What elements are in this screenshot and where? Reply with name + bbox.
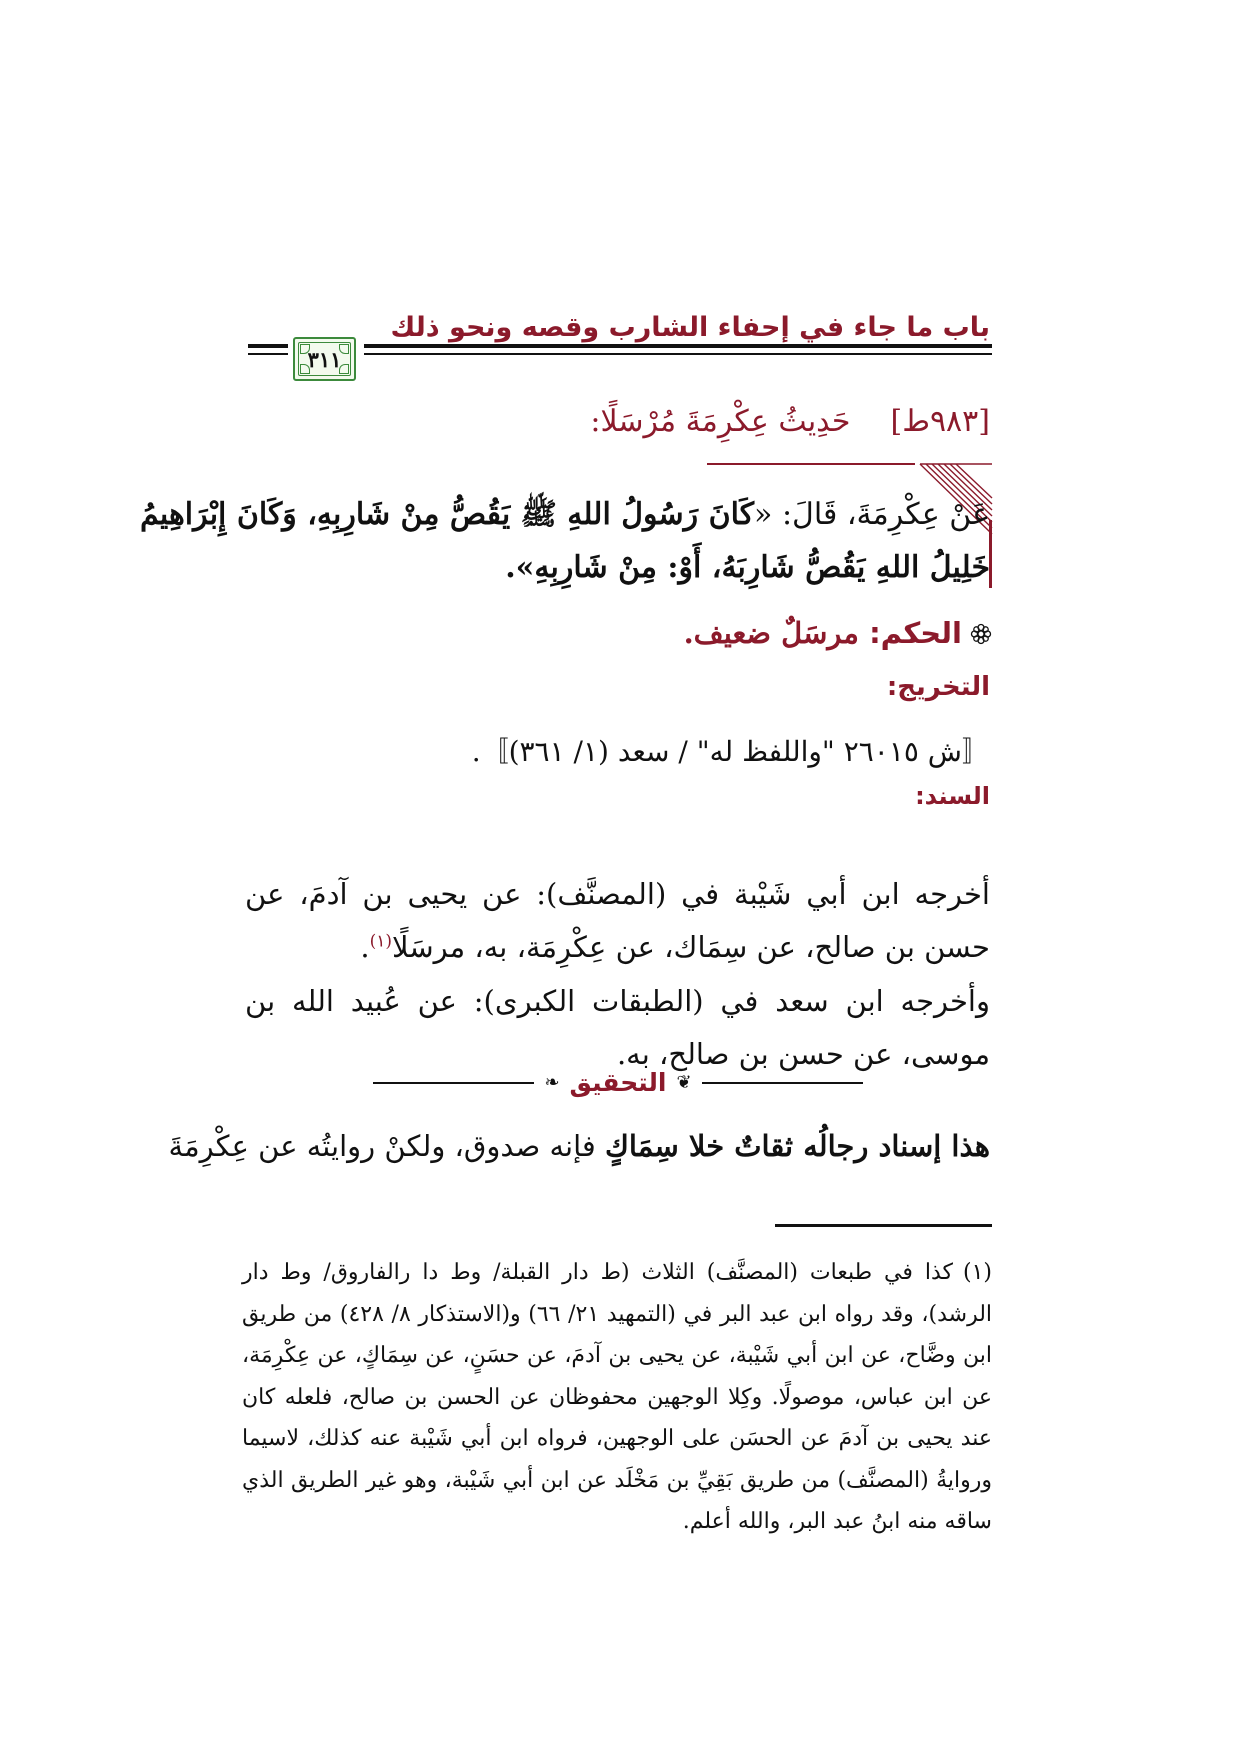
hadith-line-1 bbox=[140, 488, 990, 541]
footnote-number: (١) bbox=[962, 1260, 992, 1285]
divider-flourish-icon: ❧ bbox=[544, 1072, 560, 1093]
footnote bbox=[242, 1252, 992, 1543]
ruling-label: الحكم: bbox=[869, 616, 962, 650]
sanad-p1-text: أخرجه ابن أبي شَيْبة في (المصنَّف): عن يحيى بن آدمَ، عن حسن بن صالح، عن سِمَاك، عن عِكْرِمَة، به، مرسَلًا bbox=[245, 877, 990, 964]
tahqiq-title: التحقيق bbox=[569, 1068, 667, 1097]
header-rule-thick-left bbox=[248, 344, 288, 348]
header-rule-thin-right bbox=[364, 353, 992, 355]
divider-flourish-icon: ❦ bbox=[676, 1072, 692, 1093]
sanad-paragraph-2: وأخرجه ابن سعد في (الطبقات الكبرى): عن عُبيد الله بن موسى، عن حسن بن صالح، به. bbox=[245, 984, 990, 1071]
flower-ornament-icon bbox=[970, 623, 992, 645]
header-rule-thin-left bbox=[248, 353, 288, 355]
hadith-line-2: خَلِيلُ اللهِ يَقُصُّ شَارِبَهُ، أَوْ: مِنْ شَارِبِهِ». bbox=[505, 550, 990, 585]
divider-line-right bbox=[702, 1082, 863, 1084]
ruling-value: مرسَلٌ ضعيف. bbox=[683, 616, 859, 650]
tahqiq-text bbox=[169, 1120, 990, 1173]
sanad-label: السند: bbox=[915, 782, 990, 810]
tahqiq-rest: فإنه صدوق، ولكنْ روايتُه عن عِكْرِمَةَ bbox=[168, 1129, 606, 1163]
sanad-paragraph-1 bbox=[245, 868, 990, 974]
running-title: باب ما جاء في إحفاء الشارب وقصه ونحو ذلك bbox=[390, 312, 990, 343]
hadith-number: [٩٨٣ط] bbox=[890, 404, 990, 439]
takhrij-label: التخريج: bbox=[886, 672, 990, 702]
sanad-p1-end: . bbox=[360, 930, 370, 964]
hadith-title: حَدِيثُ عِكْرِمَةَ مُرْسَلًا: bbox=[590, 404, 851, 439]
hadith-line-1-text: كَانَ رَسُولُ اللهِ ﷺ يَقُصُّ مِنْ شَارِبِهِ، وَكَانَ إِبْرَاهِيمُ bbox=[139, 497, 755, 532]
takhrij-text: 〚ش ٢٦٠١٥ "واللفظ له" / سعد (١/ ٣٦١)〛. bbox=[471, 735, 990, 768]
footnote-separator bbox=[775, 1224, 992, 1227]
page-badge-frame-icon bbox=[293, 337, 356, 381]
header-rule-thick-right bbox=[364, 344, 992, 348]
hadith-heading bbox=[590, 404, 990, 439]
divider-line-left bbox=[373, 1082, 534, 1084]
tahqiq-divider bbox=[373, 1068, 863, 1097]
footnote-marker: (١) bbox=[369, 931, 393, 952]
footnote-text: كذا في طبعات (المصنَّف) الثلاث (ط دار القبلة/ وط دا رالفاروق/ وط دار الرشد)، وقد رواه ابن عبد البر في (التمهيد ٢١/ ٦٦) و(الاستذكار ٨/ ٤٢٨) من طريق ابن وضَّاح، عن ابن أبي شَيْبة، عن يحيى بن آدمَ، عن حسَنٍ، عن سِمَاكٍ، عن عِكْرِمَة، عن ابن عباس، موصولًا. وكِلا الوجهين محفوظان عن الحسن بن صالح، فلعله كان عند يحيى بن آدمَ عن الحسَن على الوجهين، فرواه ابن أبي شَيْبة عنه كذلك، لاسيما وروايةُ (المصنَّف) من طريق بَقِيِّ بن مَخْلَد عن ابن أبي شَيْبة، وهو غير الطريق الذي ساقه منه ابنُ عبد البر، والله أعلم. bbox=[242, 1260, 993, 1534]
hadith-intro: عَنْ عِكْرِمَةَ، قَالَ: « bbox=[754, 497, 990, 532]
hadith-text bbox=[140, 488, 990, 594]
ruling-line bbox=[684, 616, 992, 650]
heading-underline bbox=[707, 463, 915, 465]
tahqiq-bold: هذا إسناد رجالُه ثقاتٌ خلا سِمَاكٍ bbox=[605, 1129, 990, 1163]
page-number: ٣١١ bbox=[307, 346, 342, 372]
